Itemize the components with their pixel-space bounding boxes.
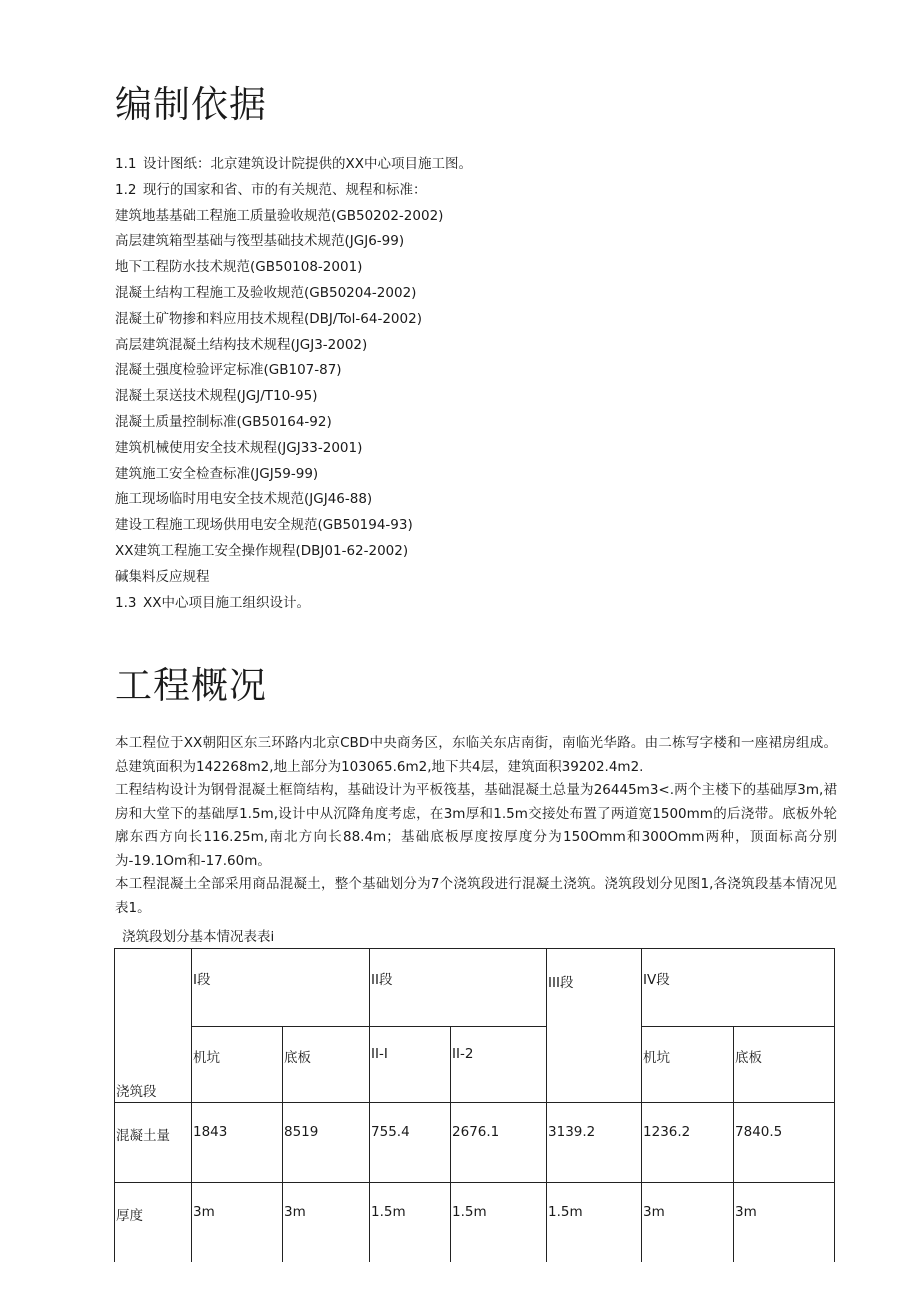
table-cell: 1.5m <box>370 1183 451 1263</box>
header-seg2: II段 <box>370 949 547 1027</box>
overview-paragraph-3: 本工程混凝土全部采用商品混凝土，整个基础划分为7个浇筑段进行混凝土浇筑。浇筑段划分见图1,各浇筑段基本情况见表1。 <box>115 876 837 916</box>
item-text: 混凝土强度检验评定标准(GB107-87) <box>115 362 342 379</box>
item-text: 高层建筑箱型基础与筏型基础技术规范(JGJ6-99) <box>115 233 405 250</box>
section-title-basis: 编制依据 <box>115 83 267 126</box>
subheader-cell: II-2 <box>451 1027 547 1103</box>
list-item <box>115 255 835 281</box>
list-item <box>115 333 835 359</box>
item-number: 1.3 <box>115 594 137 611</box>
table-row <box>115 1103 835 1183</box>
list-item <box>115 178 835 204</box>
row-label: 混凝土量 <box>115 1103 192 1183</box>
list-item <box>115 229 835 255</box>
list-item <box>115 152 835 178</box>
list-item <box>115 204 835 230</box>
header-seg1: I段 <box>192 949 370 1027</box>
list-item <box>115 410 835 436</box>
item-text: 建设工程施工现场供用电安全规范(GB50194-93) <box>115 517 413 534</box>
subheader-cell: 底板 <box>283 1027 370 1103</box>
list-item <box>115 384 835 410</box>
list-item <box>115 436 835 462</box>
table-cell: 755.4 <box>370 1103 451 1183</box>
item-text: 建筑地基基础工程施工质量验收规范(GB50202-2002) <box>115 207 444 224</box>
item-text: 碱集料反应规程 <box>115 568 210 585</box>
table-cell: 3m <box>642 1183 734 1263</box>
overview-paragraph-1: 本工程位于XX朝阳区东三环路内北京CBD中央商务区，东临关东店南街，南临光华路。由二栋写字楼和一座裙房组成。总建筑面积为142268m2,地上部分为103065.6m2,地下共4层，建筑面积39202.4m2. <box>115 735 837 775</box>
header-pour-segment: 浇筑段 <box>115 949 192 1103</box>
table-caption: 浇筑段划分基本情况表表i <box>122 929 275 945</box>
item-text: 现行的国家和省、市的有关规范、规程和标准： <box>143 181 427 198</box>
header-seg3: III段 <box>547 949 642 1103</box>
subheader-cell: II-I <box>370 1027 451 1103</box>
item-text: 高层建筑混凝土结构技术规程(JGJ3-2002) <box>115 336 368 353</box>
item-text: XX建筑工程施工安全操作规程(DBJ01-62-2002) <box>115 542 409 559</box>
item-text: 混凝土质量控制标准(GB50164-92) <box>115 413 332 430</box>
table-cell: 1.5m <box>547 1183 642 1263</box>
pour-segment-table <box>114 948 835 1262</box>
table-cell: 1236.2 <box>642 1103 734 1183</box>
list-item <box>115 487 835 513</box>
table-cell: 8519 <box>283 1103 370 1183</box>
item-text: 设计图纸：北京建筑设计院提供的XX中心项目施工图。 <box>143 156 472 172</box>
subheader-cell: 机坑 <box>642 1027 734 1103</box>
basis-list <box>115 152 835 616</box>
table-cell: 3m <box>192 1183 283 1263</box>
item-text: 混凝土泵送技术规程(JGJ/T10-95) <box>115 388 318 405</box>
list-item <box>115 281 835 307</box>
table-cell: 1843 <box>192 1103 283 1183</box>
table-cell: 7840.5 <box>734 1103 835 1183</box>
list-item <box>115 591 835 617</box>
table-cell: 3m <box>283 1183 370 1263</box>
subheader-cell: 底板 <box>734 1027 835 1103</box>
item-text: 混凝土矿物掺和料应用技术规程(DBJ/Tol-64-2002) <box>115 310 422 327</box>
item-text: 建筑施工安全检查标准(JGJ59-99) <box>115 465 319 482</box>
list-item <box>115 358 835 384</box>
item-text: 施工现场临时用电安全技术规范(JGJ46-88) <box>115 491 373 508</box>
row-label: 厚度 <box>115 1183 192 1263</box>
subheader-cell: 机坑 <box>192 1027 283 1103</box>
list-item <box>115 565 835 591</box>
table-cell: 3m <box>734 1183 835 1263</box>
table-row <box>115 1183 835 1263</box>
table-cell: 2676.1 <box>451 1103 547 1183</box>
table-cell: 1.5m <box>451 1183 547 1263</box>
item-text: 建筑机械使用安全技术规程(JGJ33-2001) <box>115 439 363 456</box>
list-item <box>115 539 835 565</box>
section-title-overview: 工程概况 <box>115 664 267 707</box>
item-text: 地下工程防水技术规范(GB50108-2001) <box>115 259 363 276</box>
list-item <box>115 462 835 488</box>
list-item <box>115 307 835 333</box>
item-text: 混凝土结构工程施工及验收规范(GB50204-2002) <box>115 284 417 301</box>
list-item <box>115 513 835 539</box>
overview-paragraph-2: 工程结构设计为钢骨混凝土框筒结构，基础设计为平板筏基，基础混凝土总量为26445m3<.两个主楼下的基础厚3m,裙房和大堂下的基础厚1.5m,设计中从沉降角度考虑，在3m厚和1.5m交接处布置了两道宽1500mm的后浇带。底板外轮廓东西方向长116.25m,南北方向长88.4m；基础底板厚度按厚度分为150Omm和300Omm两种，顶面标高分别为-19.1Om和-17.60m。 <box>115 782 837 869</box>
item-text: XX中心项目施工组织设计。 <box>143 594 310 611</box>
item-number: 1.1 <box>115 156 137 172</box>
item-number: 1.2 <box>115 181 137 198</box>
table-cell: 3139.2 <box>547 1103 642 1183</box>
header-seg4: IV段 <box>642 949 835 1027</box>
